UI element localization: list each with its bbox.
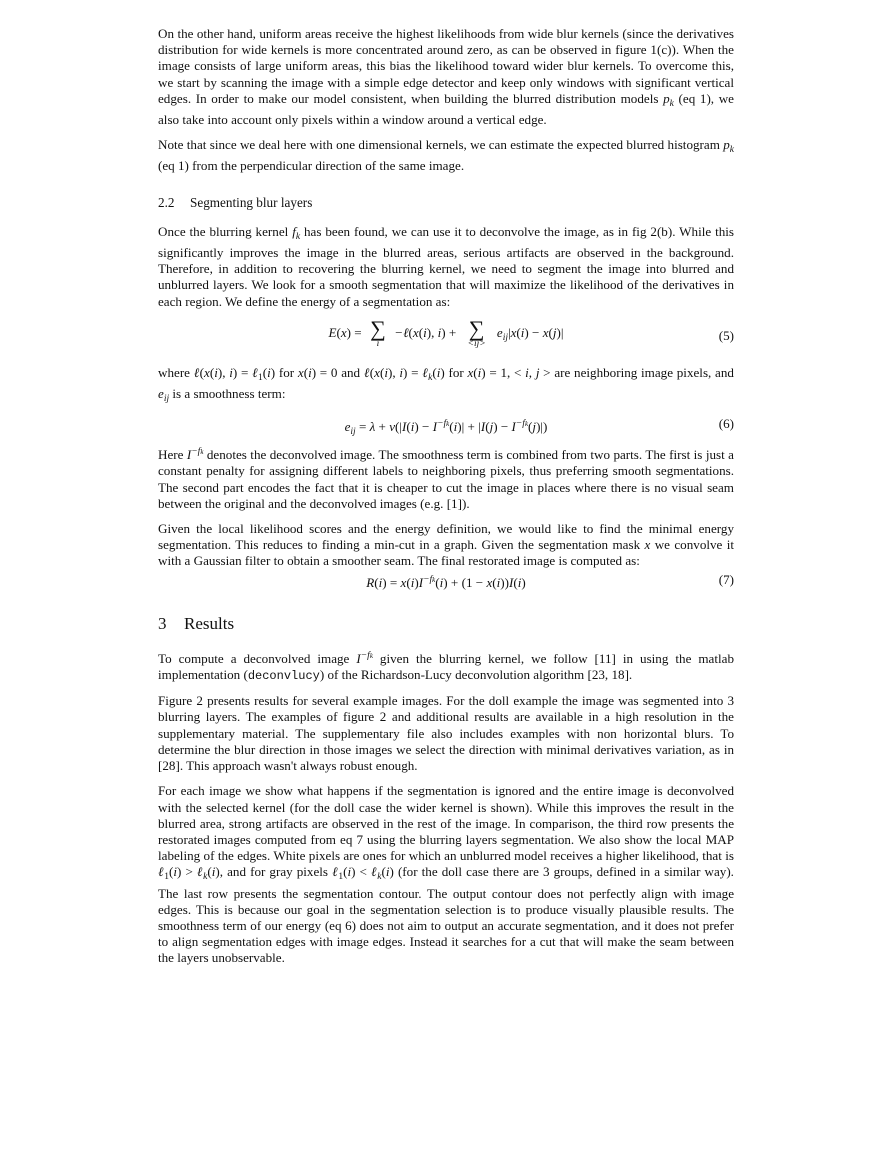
subsection-title: Segmenting blur layers xyxy=(190,194,313,210)
paper-page xyxy=(158,26,734,976)
text: denotes the deconvolved image. The smoothness term is combined from two parts. The first is just a constant penalty for assigning different labels to neighboring pixels, thus preferring smooth segmentations. The second part encodes the fact that it is cheaper to cut the image in places where there is no visual seam between the original and the deconvolved images (e.g. [1]). xyxy=(158,447,734,511)
text: are neighboring image pixels, and xyxy=(554,364,734,380)
text: Once the blurring kernel xyxy=(158,223,289,239)
text: we convolve it with a Gaussian filter to obtain a smoother seam. The final restorated image is computed as: xyxy=(158,537,735,569)
text: , and for gray pixels xyxy=(219,864,329,880)
paragraph-uniform-areas: On the other hand, uniform areas receive the highest likelihoods from wide blur kernels (since the derivatives distribution for wide kernels is more concentrated around zero, as can be observed in figure 1(c)). When the image consists of large uniform areas, this bias the likelihood toward wider blur kernels. To overcome this, we start by scanning the image with a simple edge detector and keep only windows with significant vertical edges. In order to make our model consistent, when building the blurred distribution models $p_k$ (eq 1), we also take into account only pixels within a window around a vertical edge. xyxy=(158,26,734,128)
text: (eq 1) from the perpendicular direction of the same image. xyxy=(158,158,465,174)
equation-number: (5) xyxy=(718,327,734,343)
section-heading xyxy=(158,613,734,633)
text: for xyxy=(448,364,464,380)
paragraph-here: Here $I^{-fk}$ denotes the deconvolved image. The smoothness term is combined from two parts. The first is just a constant penalty for assigning different labels to neighboring pixels, thus preferring smooth segmentations. The second part encodes the fact that it is cheaper to cut the image in places where there is no visual seam between the original and the deconvolved images (e.g. [1]). xyxy=(158,447,734,511)
text: given the blurring kernel, we follow [11] in using the matlab implementation ( xyxy=(158,650,735,683)
paragraph-where: where ℓ(x(i), i) = ℓ$_1$(i) for x(i) = 0 and ℓ(x(i), i) = ℓ$_k$(i) for x(i) = 1, < i, j > are neighboring image pixels, and $e_{ij}$ is a smoothness term: xyxy=(158,364,734,405)
paragraph-once-kernel: Once the blurring kernel $f_k$ has been found, we can use it to deconvolve the image, as in fig 2(b). While this significantly improves the image in the blurred areas, serious artifacts are observed in the background. Therefore, in addition to recovering the blurring kernel, we need to segment the image into blurred and unblurred layers. We look for a smooth segmentation that will maximize the likelihood of the derivatives in each region. We define the energy of a segmentation as: xyxy=(158,223,734,309)
paragraph-given: Given the local likelihood scores and the energy definition, we would like to find the minimal energy segmentation. This reduces to finding a min-cut in a graph. Given the segmentation mask x we convolve it with a Gaussian filter to obtain a smoother seam. The final restorated image is computed as: xyxy=(158,521,735,569)
subsection-number: 2.2 xyxy=(158,194,175,210)
text: For each image we show what happens if the segmentation is ignored and the entire image is deconvolved with the selected kernel (for the doll case the wider kernel is shown). While this improves the result in the blurred area, strong artifacts are observed in the rest of the image. In comparison, the third row presents the restorated images computed from eq 7 using the blurring layers segmentation. We also show the local MAP labeling of the edges. White pixels are ones for which an unblurred model receives a higher likelihood, that is xyxy=(158,783,734,864)
text: Here xyxy=(158,447,184,463)
text: To compute a deconvolved image xyxy=(158,650,350,666)
subsection-heading xyxy=(158,195,734,211)
equation-number: (6) xyxy=(718,416,734,432)
text: has been found, we can use it to deconvolve the image, as in fig 2(b). While this significantly improves the image in the blurred areas, serious artifacts are observed in the background. Therefore, in addition to recovering the blurring kernel, we need to segment the image into blurred and unblurred layers. We look for a smooth segmentation that will maximize the likelihood of the derivatives in each region. We define the energy of a segmentation as: xyxy=(158,223,734,309)
text: Given the local likelihood scores and the energy definition, we would like to find the minimal energy segmentation. This reduces to finding a min-cut in a graph. Given the segmentation mask xyxy=(158,521,734,553)
text: ) of the Richardson-Lucy deconvolution algorithm [23, 18]. xyxy=(319,667,633,683)
section-number: 3 xyxy=(158,613,167,633)
paragraph-each-image: For each image we show what happens if the segmentation is ignored and the entire image is deconvolved with the selected kernel (for the doll case the wider kernel is shown). While this improves the result in the blurred area, strong artifacts are observed in the rest of the image. In comparison, the third row presents the restorated images computed from eq 7 using the blurring layers segmentation. We also show the local MAP labeling of the edges. White pixels are ones for which an unblurred model receives a higher likelihood, that is ℓ$_1$(i) > ℓ$_k$(i), and for gray pixels ℓ$_1$(i) < ℓ$_k$(i) (for the doll case there are 3 groups, defined in a similar way). The last row presents the segmentation contour. The output contour does not perfectly align with image edges. This is because our goal in the segmentation selection is to produce visually plausible results. The smoothness term of our energy (eq 6) does not aim to output an accurate segmentation, and it does not prefer to align segmentation edges with image edges. Instead it searches for a cut that will make the seam between the layers unobservable. xyxy=(158,783,734,966)
text: and xyxy=(341,364,361,380)
section-title: Results xyxy=(184,613,235,633)
text: Note that since we deal here with one dimensional kernels, we can estimate the expected blurred histogram xyxy=(158,137,720,153)
text: (for the doll case there are 3 groups, defined in a similar way). The last row presents the segmentation contour. The output contour does not perfectly align with image edges. This is because our goal in the segmentation selection is to produce visually plausible results. The smoothness term of our energy (eq 6) does not aim to output an accurate segmentation, and it does not prefer to align segmentation edges with image edges. Instead it searches for a cut that will make the seam between the layers unobservable. xyxy=(158,864,734,966)
text: (eq 1), we also take into account only pixels within a window around a vertical edge. xyxy=(158,90,734,128)
text: where xyxy=(158,364,190,380)
equation-number: (7) xyxy=(718,571,734,587)
equation-5: E(x) = ∑ i −ℓ(x(i), i) + ∑ <ij> $e_{ij}|x(i) - x(j)|$ (5) xyxy=(328,315,734,349)
paragraph-one-dim-kernels: Note that since we deal here with one dimensional kernels, we can estimate the expected blurred histogram $p_k$ (eq 1) from the perpendicular direction of the same image. xyxy=(158,137,735,174)
paragraph-compute: To compute a deconvolved image $I^{-fk}$ given the blurring kernel, we follow [11] in using the matlab implementation (deconvlucy) of the Richardson-Lucy deconvolution algorithm [23, 18]. xyxy=(158,650,735,684)
text: is a smoothness term: xyxy=(172,386,286,402)
equation-7: $R(i) = x(i)I^{-fk}(i) + (1 - x(i))I(i)$ (7) xyxy=(366,571,734,590)
code-text: deconvlucy xyxy=(247,669,320,684)
text: On the other hand, uniform areas receive the highest likelihoods from wide blur kernels (since the derivatives distribution for wide kernels is more concentrated around zero, as can be observed in figure 1(c)). When the image consists of large uniform areas, this bias the likelihood toward wider blur kernels. To overcome this, we start by scanning the image with a simple edge detector and keep only windows with significant vertical edges. In order to make our model consistent, when building the blurred distribution models xyxy=(158,26,734,106)
equation-6: $e_{ij} = \lambda + \nu(|I(i) - I^{-fk}(i)| + |I(j) - I^{-fk}(j)|)$ (6) xyxy=(344,416,734,438)
text: for xyxy=(278,364,295,380)
paragraph-figure-2: Figure 2 presents results for several example images. For the doll example the image was segmented into 3 blurring layers. The examples of figure 2 and additional results are available in a high resolution in the supplementary material. The supplementary file also includes examples with non horizontal blurs. To determine the blur direction in those images we select the direction with minimal derivatives variation, as in [28]. This approach wasn't always robust enough. xyxy=(158,693,734,774)
